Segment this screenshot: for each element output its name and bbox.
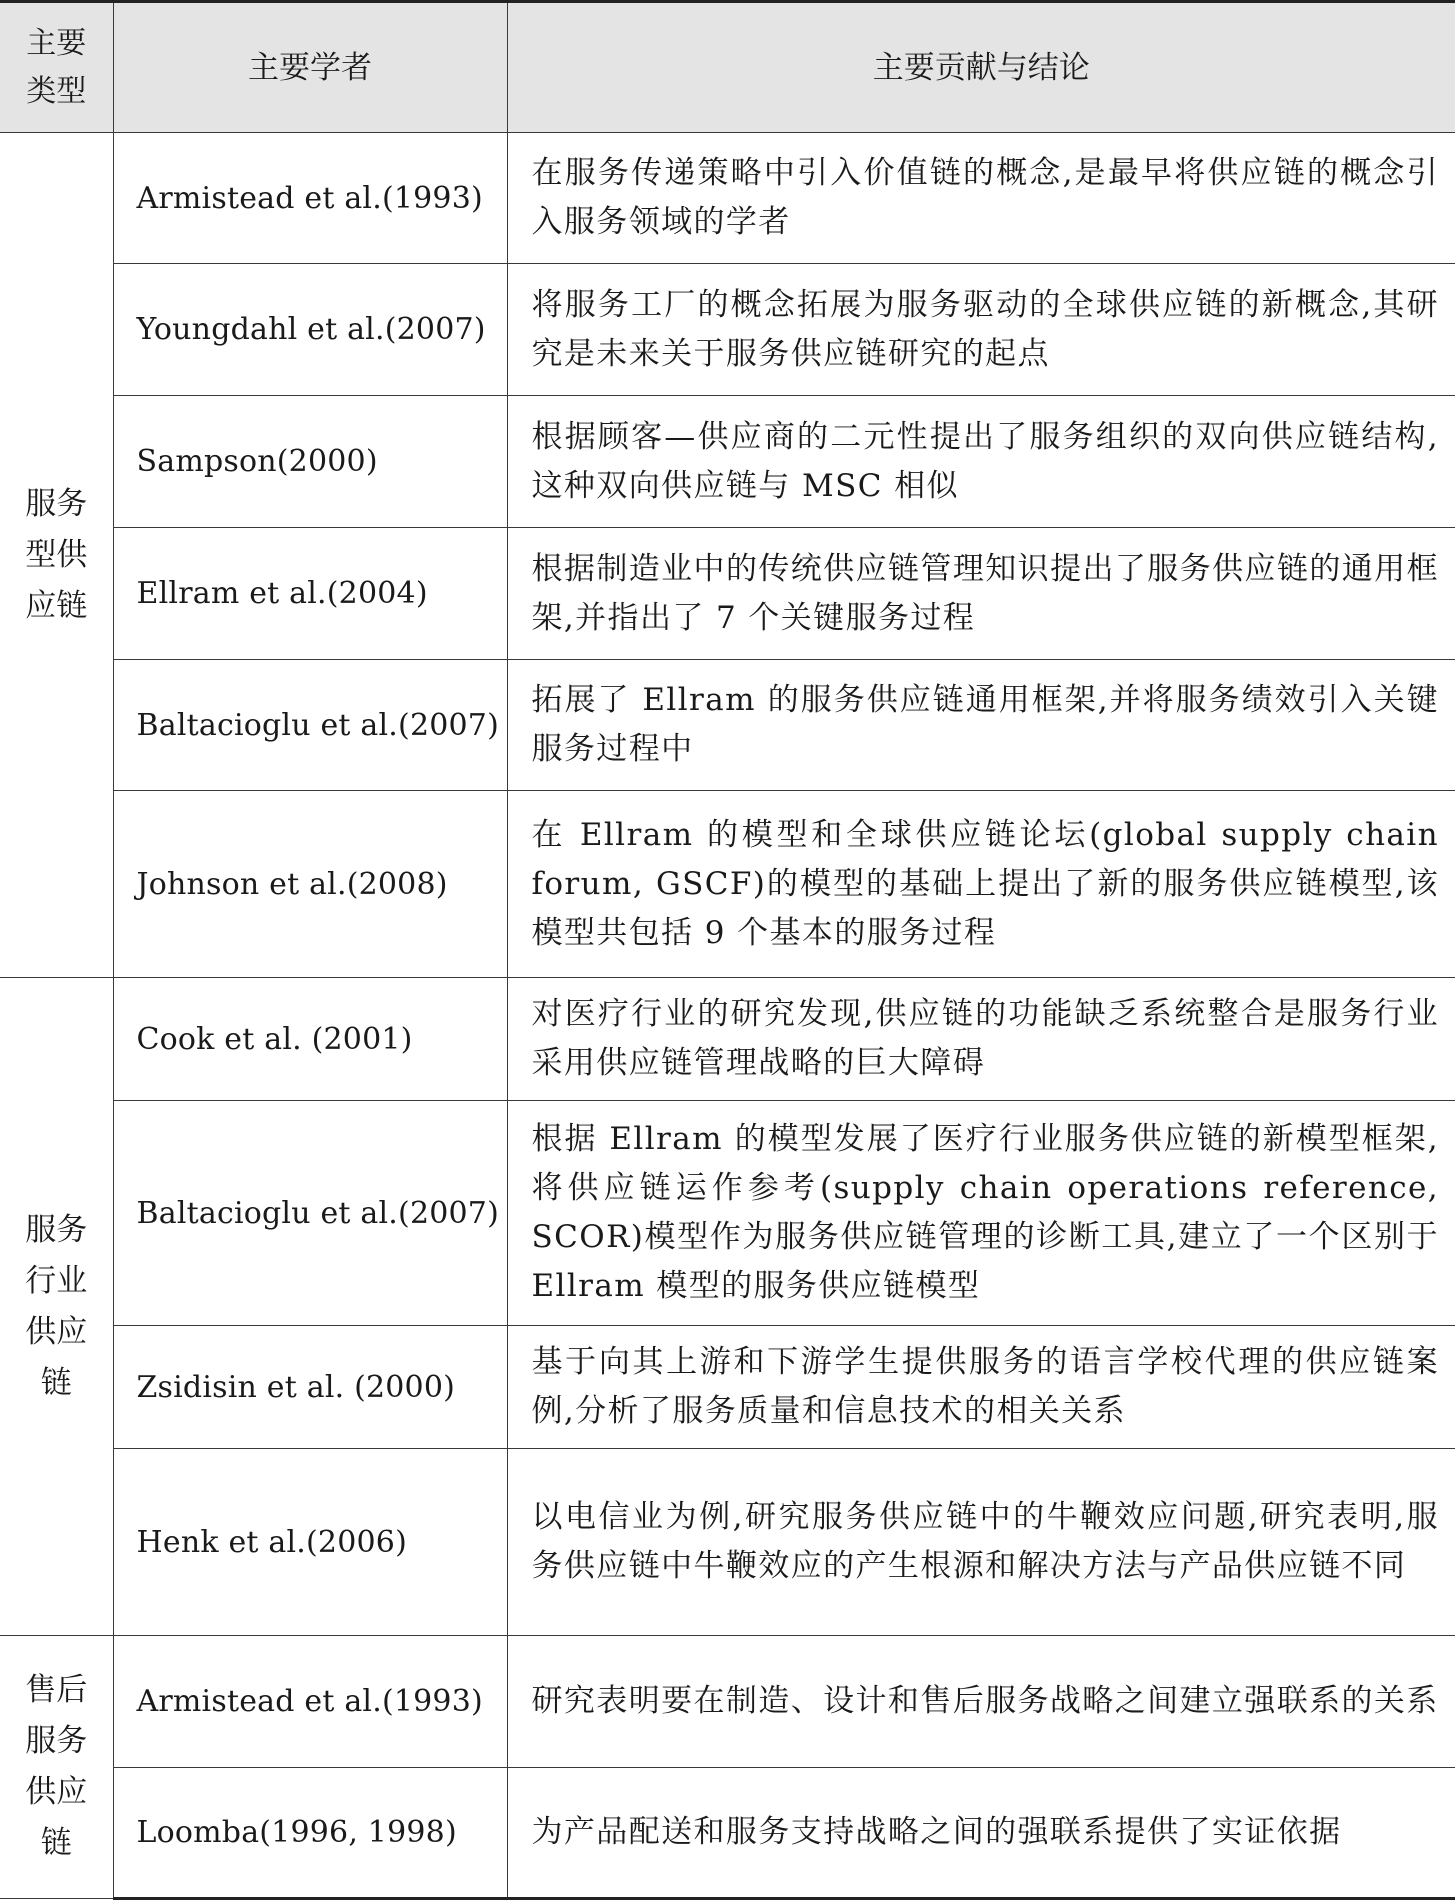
table-row [0,1449,1455,1636]
scholar-cell: Armistead et al.(1993) [113,1636,507,1768]
scholar-cell: Henk et al.(2006) [113,1449,507,1636]
table-row [0,1636,1455,1768]
contribution-cell: 将服务工厂的概念拓展为服务驱动的全球供应链的新概念,其研究是未来关于服务供应链研究的起点 [507,264,1455,396]
table-row [0,528,1455,660]
table-row [0,660,1455,791]
table-row [0,1326,1455,1449]
scholar-cell: Zsidisin et al. (2000) [113,1326,507,1449]
table-row [0,264,1455,396]
scholar-cell: Loomba(1996, 1998) [113,1768,507,1899]
header-row [0,2,1455,133]
scholar-cell: Sampson(2000) [113,396,507,528]
table-row [0,1101,1455,1326]
scholar-cell: Baltacioglu et al.(2007) [113,660,507,791]
type-cell: 服务型供应链 [0,133,113,978]
header-scholar: 主要学者 [113,2,507,133]
table-row [0,1768,1455,1899]
table-row [0,791,1455,978]
scholar-cell: Armistead et al.(1993) [113,133,507,264]
table-row [0,978,1455,1101]
type-cell: 服务行业供应链 [0,978,113,1636]
contribution-cell: 研究表明要在制造、设计和售后服务战略之间建立强联系的关系 [507,1636,1455,1768]
contribution-cell: 基于向其上游和下游学生提供服务的语言学校代理的供应链案例,分析了服务质量和信息技术的相关关系 [507,1326,1455,1449]
type-cell: 售后服务供应链 [0,1636,113,1899]
header-type: 主要类型 [0,2,113,133]
scholar-cell: Cook et al. (2001) [113,978,507,1101]
contribution-cell: 以电信业为例,研究服务供应链中的牛鞭效应问题,研究表明,服务供应链中牛鞭效应的产生根源和解决方法与产品供应链不同 [507,1449,1455,1636]
scholar-cell: Ellram et al.(2004) [113,528,507,660]
contribution-cell: 在 Ellram 的模型和全球供应链论坛(global supply chain forum, GSCF)的模型的基础上提出了新的服务供应链模型,该模型共包括 9 个基本的服务过程 [507,791,1455,978]
scholar-cell: Johnson et al.(2008) [113,791,507,978]
scholar-cell: Baltacioglu et al.(2007) [113,1101,507,1326]
table-row [0,396,1455,528]
contribution-cell: 拓展了 Ellram 的服务供应链通用框架,并将服务绩效引入关键服务过程中 [507,660,1455,791]
contribution-cell: 根据顾客—供应商的二元性提出了服务组织的双向供应链结构,这种双向供应链与 MSC 相似 [507,396,1455,528]
scholar-cell: Youngdahl et al.(2007) [113,264,507,396]
contribution-cell: 对医疗行业的研究发现,供应链的功能缺乏系统整合是服务行业采用供应链管理战略的巨大障碍 [507,978,1455,1101]
header-contribution: 主要贡献与结论 [507,2,1455,133]
contribution-cell: 根据制造业中的传统供应链管理知识提出了服务供应链的通用框架,并指出了 7 个关键服务过程 [507,528,1455,660]
table-row [0,133,1455,264]
contribution-cell: 在服务传递策略中引入价值链的概念,是最早将供应链的概念引入服务领域的学者 [507,133,1455,264]
contribution-cell: 为产品配送和服务支持战略之间的强联系提供了实证依据 [507,1768,1455,1899]
contribution-cell: 根据 Ellram 的模型发展了医疗行业服务供应链的新模型框架,将供应链运作参考(supply chain operations reference, SCOR)模型作为服务供应链管理的诊断工具,建立了一个区别于 Ellram 模型的服务供应链模型 [507,1101,1455,1326]
